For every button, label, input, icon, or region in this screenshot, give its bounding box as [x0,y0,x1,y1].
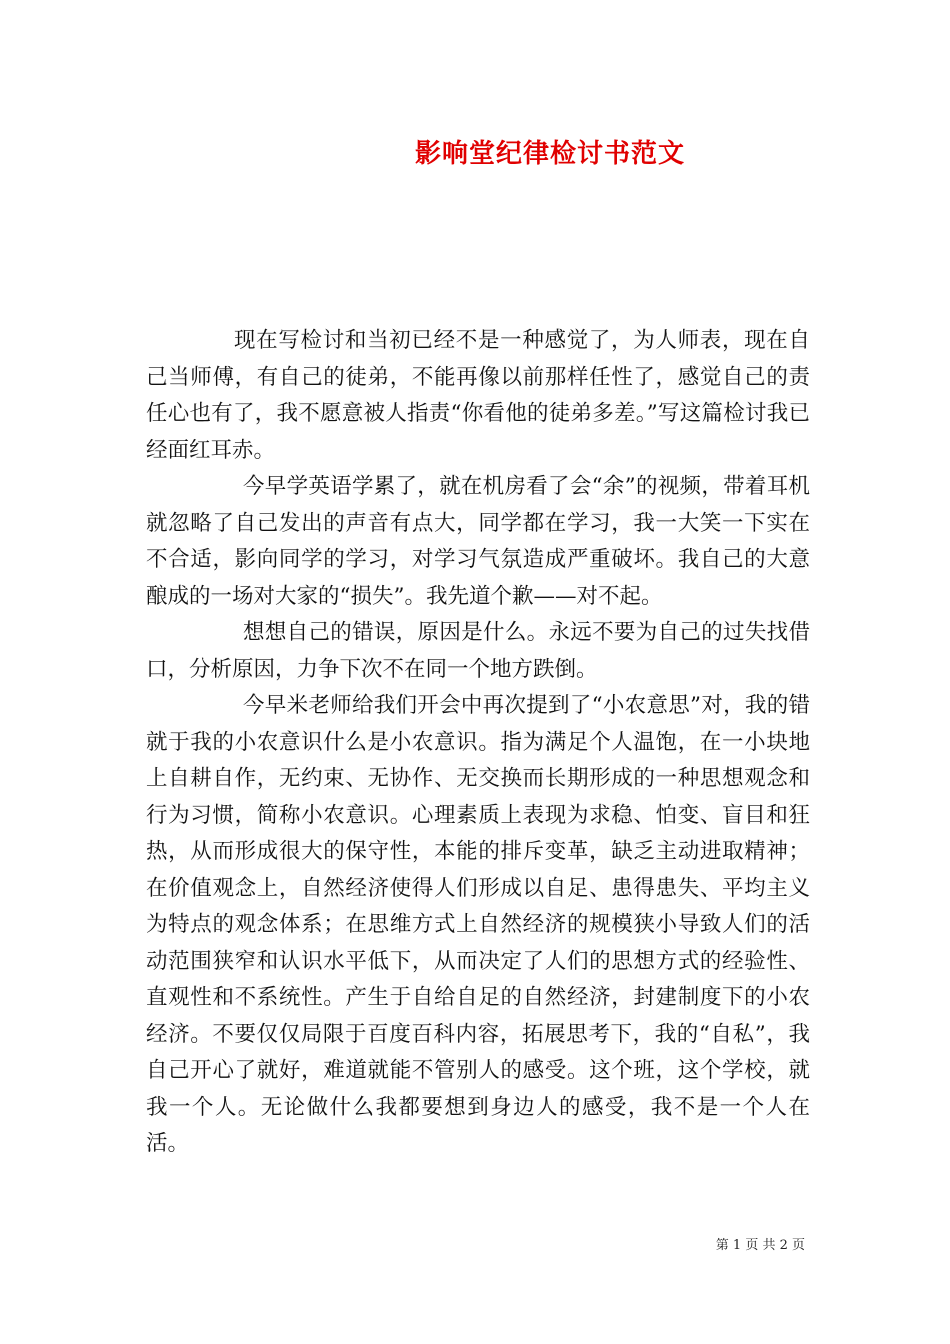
paragraph-1 [146,323,810,469]
page-footer: 第 1 页 共 2 页 [715,1238,805,1253]
document-body [146,323,810,1163]
paragraph-4 [146,688,810,1163]
paragraph-2 [146,469,810,615]
paragraph-3 [146,615,810,688]
document-title: 影响堂纪律检讨书范文 [414,139,685,169]
paragraph-3-text: 想想自己的错误，原因是什么。永远不要为自己的过失找借口，分析原因，力争下次不在同一个地方跌倒。 [146,620,810,682]
paragraph-4-text: 今早米老师给我们开会中再次提到了“小农意思”对，我的错就于我的小农意识什么是小农意识。指为满足个人温饱，在一小块地上自耕自作，无约束、无协作、无交换而长期形成的一种思想观念和行为习惯，简称小农意识。心理素质上表现为求稳、怕变、盲目和狂热，从而形成很大的保守性，本能的排斥变革，缺乏主动进取精神；在价值观念上，自然经济使得人们形成以自足、患得患失、平均主义为特点的观念体系；在思维方式上自然经济的规模狭小导致人们的活动范围狭窄和认识水平低下，从而决定了人们的思想方式的经验性、直观性和不系统性。产生于自给自足的自然经济，封建制度下的小农经济。不要仅仅局限于百度百科内容，拓展思考下，我的“自私”，我自己开心了就好，难道就能不管别人的感受。这个班，这个学校，就我一个人。无论做什么我都要想到身边人的感受，我不是一个人在活。 [146,693,810,1156]
paragraph-2-text: 今早学英语学累了，就在机房看了会“余”的视频，带着耳机就忽略了自己发出的声音有点大，同学都在学习，我一大笑一下实在不合适，影向同学的学习，对学习气氛造成严重破坏。我自己的大意酿成的一场对大家的“损失”。我先道个歉——对不起。 [146,474,810,609]
paragraph-1-text: 现在写检讨和当初已经不是一种感觉了，为人师表，现在自己当师傅，有自己的徒弟，不能再像以前那样任性了，感觉自己的责任心也有了，我不愿意被人指责“你看他的徒弟多差。”写这篇检讨我已经面红耳赤。 [146,328,810,463]
